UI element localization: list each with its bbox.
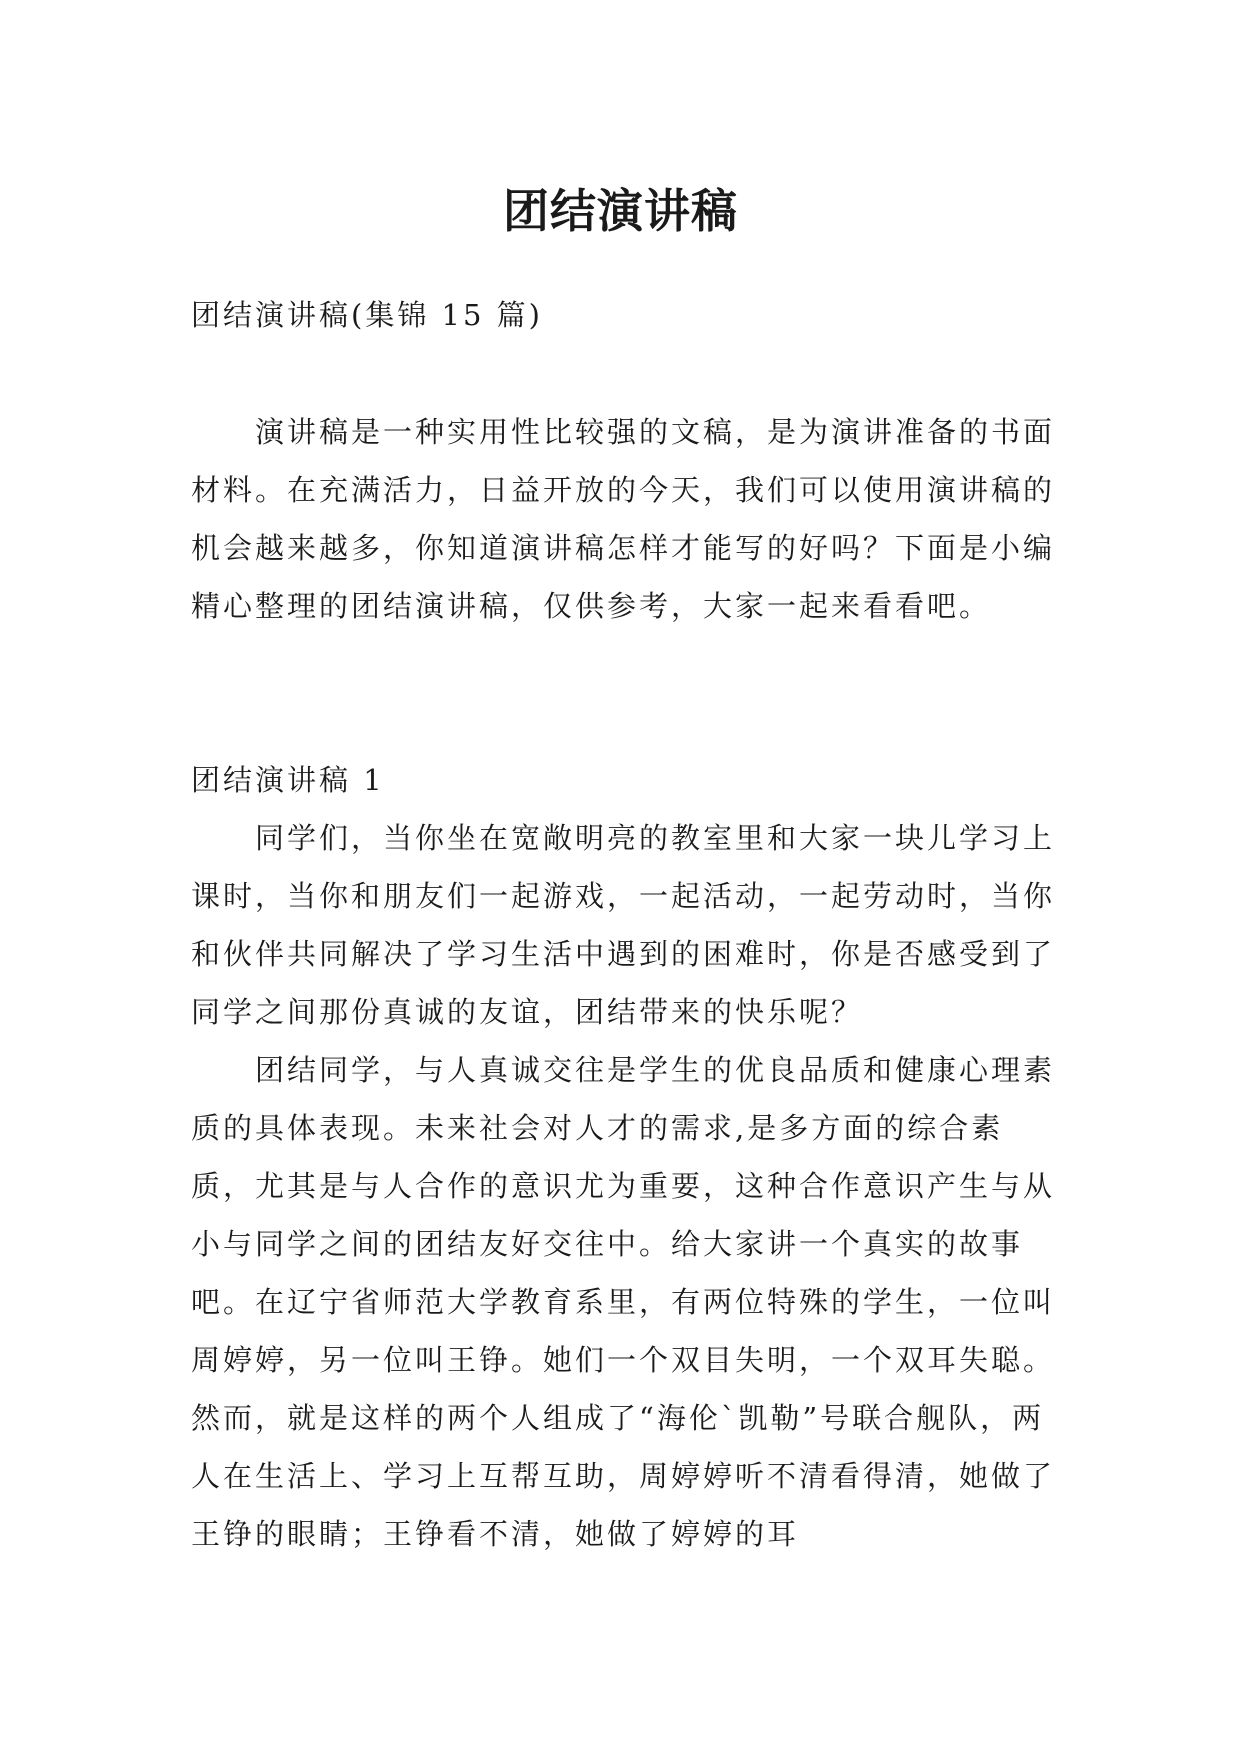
document-title: 团结演讲稿 — [503, 183, 738, 238]
intro-paragraph — [191, 403, 1061, 635]
speech-section-1 — [191, 751, 1061, 1563]
section-heading: 团结演讲稿 1 — [191, 763, 385, 797]
intro-text: 演讲稿是一种实用性比较强的文稿，是为演讲准备的书面材料。在充满活力，日益开放的今天，我们可以使用演讲稿的机会越来越多，你知道演讲稿怎样才能写的好吗？下面是小编精心整理的团结演讲稿，仅供参考，大家一起来看看吧。 — [191, 415, 1056, 623]
collection-subtitle — [191, 286, 1061, 344]
section-paragraph-1: 同学们，当你坐在宽敞明亮的教室里和大家一块儿学习上课时，当你和朋友们一起游戏，一起活动，一起劳动时，当你和伙伴共同解决了学习生活中遇到的困难时，你是否感受到了同学之间那份真诚的友谊，团结带来的快乐呢？ — [191, 821, 1056, 1029]
section-paragraph-2: 团结同学，与人真诚交往是学生的优良品质和健康心理素质的具体表现。未来社会对人才的需求,是多方面的综合素质，尤其是与人合作的意识尤为重要，这种合作意识产生与从小与同学之间的团结友好交往中。给大家讲一个真实的故事吧。在辽宁省师范大学教育系里，有两位特殊的学生，一位叫周婷婷，另一位叫王铮。她们一个双目失明，一个双耳失聪。然而，就是这样的两个人组成了“海伦`凯勒”号联合舰队，两人在生活上、学习上互帮互助，周婷婷听不清看得清，她做了王铮的眼睛；王铮看不清，她做了婷婷的耳 — [191, 1053, 1056, 1551]
subtitle-text: 团结演讲稿(集锦 15 篇) — [191, 298, 543, 332]
